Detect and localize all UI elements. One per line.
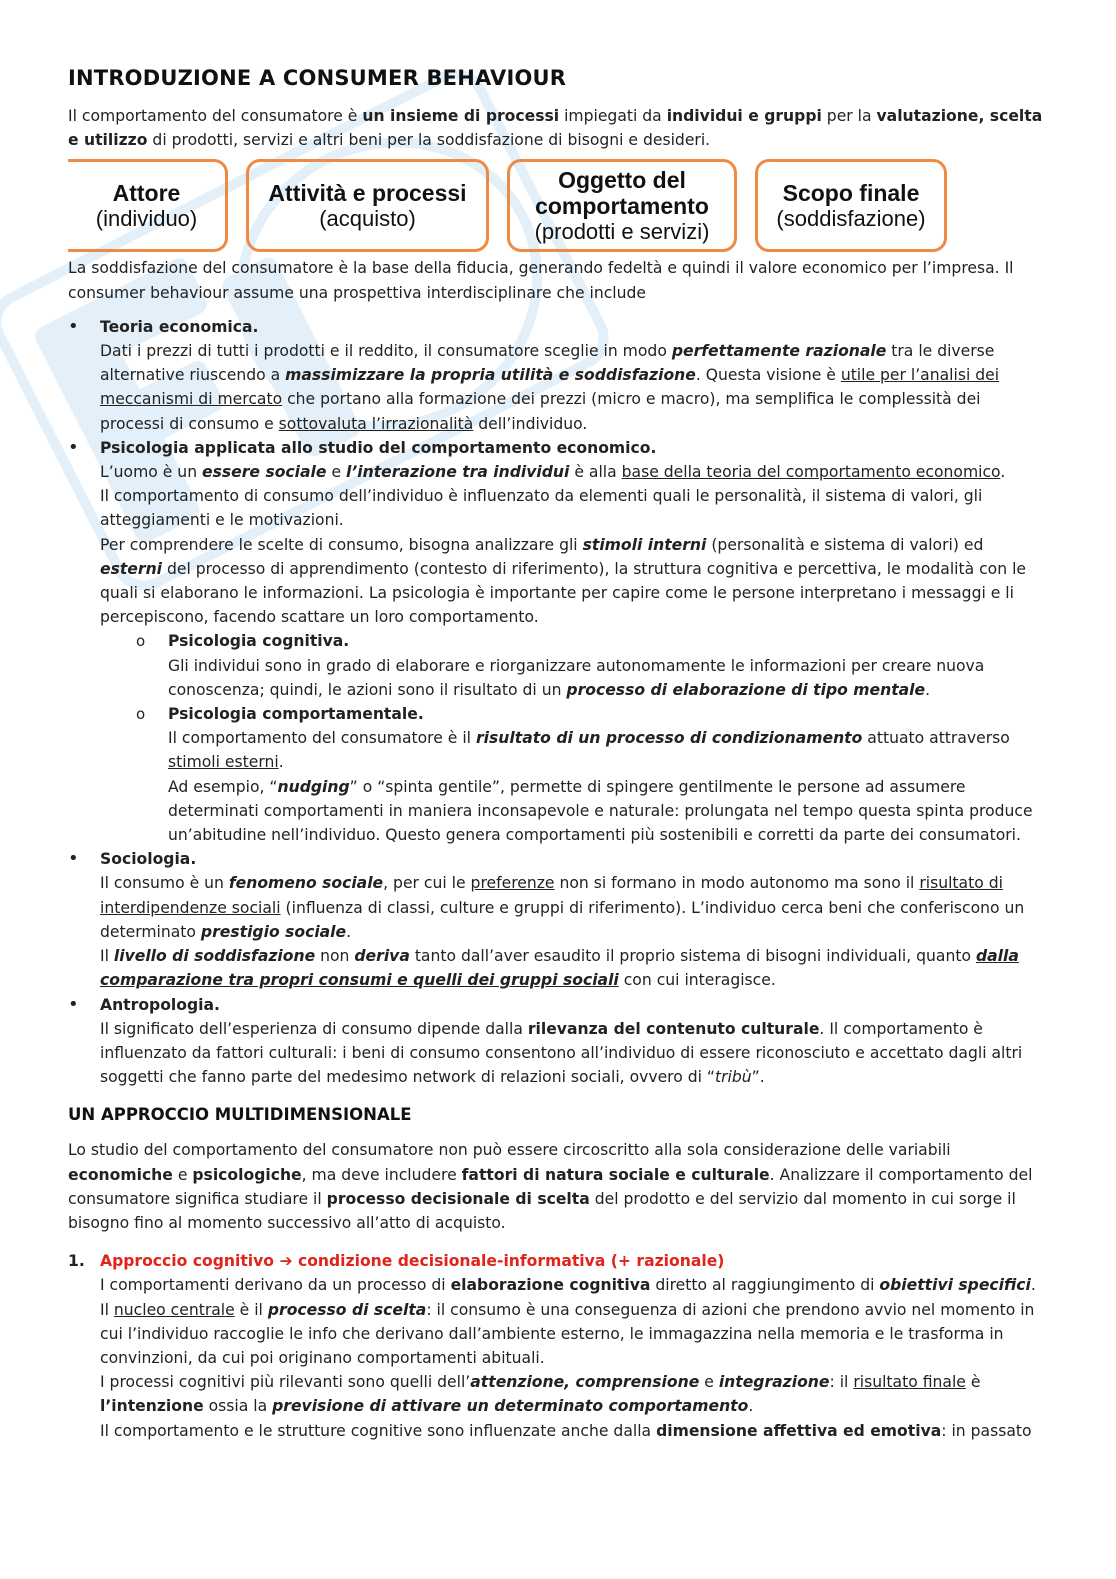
multidimensionale-paragraph: Lo studio del comportamento del consumatore non può essere circoscritto alla sola considerazione delle variabili economiche e psicologiche, ma deve includere fattori di natura sociale e culturale. Analizzare il comportamento del consumatore significa studiare il processo decisionale di scelta del prodotto e del servizio dal momento in cui sorge il bisogno fino al momento successivo all’atto di acquisto. bbox=[68, 1141, 1033, 1232]
list-item-teoria-economica: • Teoria economica. Dati i prezzi di tutti i prodotti e il reddito, il consumatore sceglie in modo perfettamente razionale tra le diverse alternative riuscendo a massimizzare la propria utilità e soddisfazione. Questa visione è utile per l’analisi dei meccanismi di mercato che portano alla formazione dei prezzi (micro e macro), ma semplifica le complessità dei processi di consumo e sottovaluta l’irrazionalità dell’individuo. bbox=[68, 315, 1048, 436]
intro-paragraph: Il comportamento del consumatore è un insieme di processi impiegati da individui e gruppi per la valutazione, scelta e utilizzo di prodotti, servizi e altri beni per la soddisfazione di bisogni e desideri. bbox=[68, 107, 1043, 150]
arrow-right-icon: ➔ bbox=[279, 1252, 293, 1271]
after-boxes-paragraph: La soddisfazione del consumatore è la base della fiducia, generando fedeltà e quindi il valore economico per l’impresa. Il consumer behaviour assume una prospettiva interdisciplinare che include bbox=[68, 259, 1014, 302]
list-item-sociologia: • Sociologia. Il consumo è un fenomeno sociale, per cui le preferenze non si formano in modo autonomo ma sono il risultato di interdipendenze sociali (influenza di classi, culture e gruppi di riferimento). L’individuo cerca beni che conferiscono un determinato prestigio sociale. Il livello di soddisfazione non deriva tanto dall’aver esaudito il proprio sistema di bisogni individuali, quanto dalla comparazione tra propri consumi e quelli dei gruppi sociali con cui interagisce. bbox=[68, 847, 1048, 992]
box-attivita-processi: Attività e processi (acquisto) bbox=[246, 159, 489, 252]
section-heading-multidimensionale: UN APPROCCIO MULTIDIMENSIONALE bbox=[68, 1105, 412, 1125]
box-scopo-finale: Scopo finale (soddisfazione) bbox=[755, 159, 947, 252]
box-oggetto-comportamento: Oggetto del comportamento (prodotti e servizi) bbox=[507, 159, 737, 252]
box-attore: Attore (individuo) bbox=[68, 159, 228, 252]
sublist-item-cognitiva: o Psicologia cognitiva. Gli individui sono in grado di elaborare e riorganizzare autonomamente le informazioni per creare nuova conoscenza; quindi, le azioni sono il risultato di un processo di elaborazione di tipo mentale. bbox=[100, 629, 1048, 702]
approccio-heading: Approccio cognitivo ➔ condizione decisionale-informativa (+ razionale) bbox=[100, 1252, 725, 1271]
psicologia-sublist bbox=[100, 629, 1048, 847]
approaches-list bbox=[68, 1249, 1048, 1443]
document-page bbox=[68, 66, 1048, 1443]
list-item-antropologia: • Antropologia. Il significato dell’esperienza di consumo dipende dalla rilevanza del contenuto culturale. Il comportamento è influenzato da fattori culturali: i beni di consumo consentono all’individuo di essere riconosciuto e accettato dagli altri soggetti che fanno parte del medesimo network di relazioni sociali, ovvero di “tribù”. bbox=[68, 993, 1048, 1090]
sublist-item-comportamentale: o Psicologia comportamentale. Il comportamento del consumatore è il risultato di un processo di condizionamento attuato attraverso stimoli esterni. Ad esempio, “nudging” o “spinta gentile”, permette di spingere gentilmente le persone ad assumere determinati comportamenti in maniera inconsapevole e naturale: prolungata nel tempo questa spinta produce un’abitudine nell’individuo. Questo genera comportamenti più sostenibili e corretti da parte dei consumatori. bbox=[100, 702, 1048, 847]
page-title: INTRODUZIONE A CONSUMER BEHAVIOUR bbox=[68, 66, 567, 90]
disciplines-list bbox=[68, 315, 1048, 1090]
concept-boxes bbox=[68, 159, 1048, 252]
list-item-psicologia: • Psicologia applicata allo studio del comportamento economico. L’uomo è un essere sociale e l’interazione tra individui è alla base della teoria del comportamento economico. Il comportamento di consumo dell’individuo è influenzato da elementi quali le personalità, il sistema di valori, gli atteggiamenti e le motivazioni. Per comprendere le scelte di consumo, bisogna analizzare gli stimoli interni (personalità e sistema di valori) ed esterni del processo di apprendimento (contesto di riferimento), la struttura cognitiva e percettiva, le modalità con le quali si elaborano le informazioni. La psicologia è importante per capire come le persone interpretano i messaggi e li percepiscono, facendo scattare un loro comportamento. o Psicologia cognitiva. Gli individui sono in grado di elaborare e riorganizzare autonomamente le informazioni per creare nuova conoscenza; quindi, le azioni sono il risultato di un processo di elaborazione di tipo mentale. o Psicologia comportamentale. Il comportamento del consumatore è il risultato di un processo di condizionamento attuato attraverso stimoli esterni. Ad esempio, “nudging” o “spinta gentile”, permette di spingere gentilmente le persone ad assumere determinati comportamenti in maniera inconsapevole e naturale: prolungata nel tempo questa spinta produce un’abitudine nell’individuo. Questo genera comportamenti più sostenibili e corretti da parte dei consumatori. bbox=[68, 436, 1048, 847]
list-item-approccio-cognitivo: 1. Approccio cognitivo ➔ condizione decisionale-informativa (+ razionale) I comportamenti derivano da un processo di elaborazione cognitiva diretto al raggiungimento di obiettivi specifici. Il nucleo centrale è il processo di scelta: il consumo è una conseguenza di azioni che prendono avvio nel momento in cui l’individuo raccoglie le info che derivano dall’ambiente esterno, le immagazzina nella memoria e le trasforma in convinzioni, da cui poi originano comportamenti abituali. I processi cognitivi più rilevanti sono quelli dell’attenzione, comprensione e integrazione: il risultato finale è l’intenzione ossia la previsione di attivare un determinato comportamento. Il comportamento e le strutture cognitive sono influenzate anche dalla dimensione affettiva ed emotiva: in passato bbox=[68, 1249, 1048, 1443]
